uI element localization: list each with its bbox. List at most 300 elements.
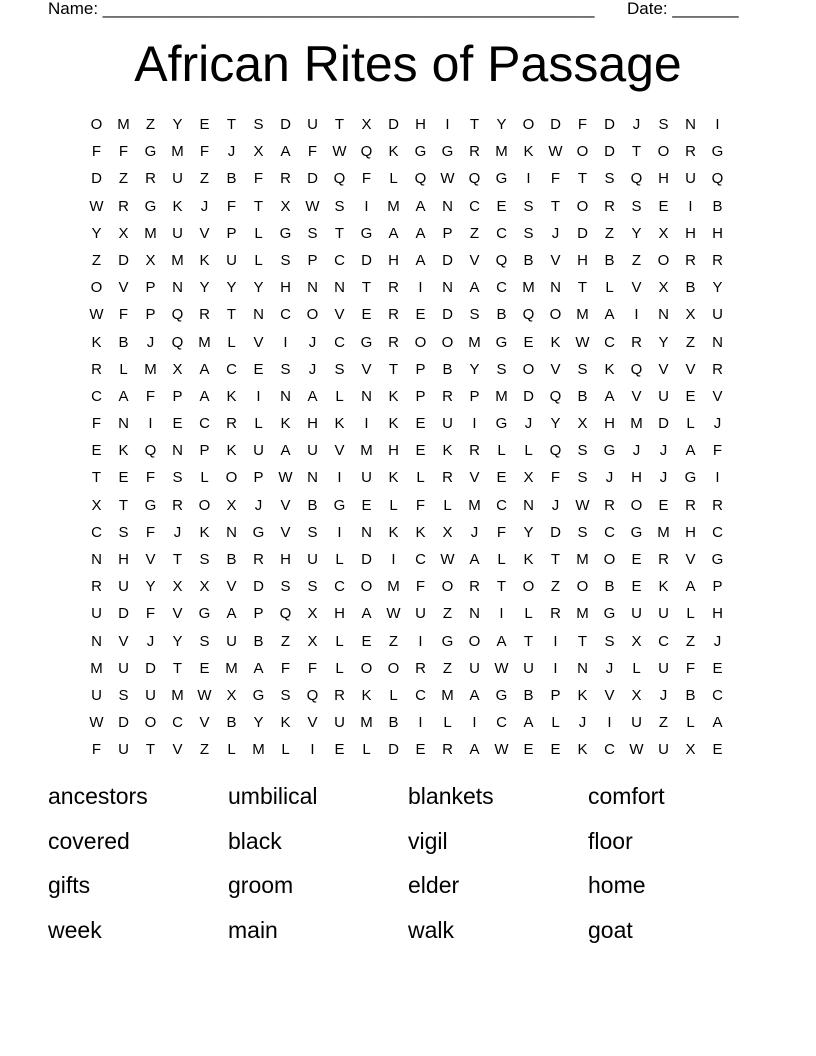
grid-letter[interactable]: E [415,741,426,759]
grid-letter[interactable]: Q [630,170,643,188]
grid-letter[interactable]: B [388,714,399,732]
grid-letter[interactable]: F [145,605,156,623]
grid-letter[interactable]: U [442,415,453,433]
grid-letter[interactable]: T [334,116,345,133]
grid-letter[interactable]: W [197,686,212,704]
grid-letter[interactable]: S [604,170,615,188]
grid-letter[interactable]: S [253,116,264,133]
grid-letter[interactable]: X [307,605,318,623]
grid-letter[interactable]: Q [711,170,724,188]
grid-letter[interactable]: Y [253,279,264,297]
grid-letter[interactable]: B [604,251,615,269]
grid-letter[interactable]: U [658,387,669,405]
grid-letter[interactable]: R [712,496,723,514]
grid-letter[interactable]: V [172,741,183,759]
grid-letter[interactable]: I [607,714,612,732]
grid-letter[interactable]: V [280,523,291,541]
grid-letter[interactable]: U [226,251,237,269]
grid-letter[interactable]: I [526,170,531,188]
grid-letter[interactable]: U [658,659,669,677]
grid-letter[interactable]: C [712,686,723,704]
grid-letter[interactable]: F [118,143,129,161]
grid-letter[interactable]: M [387,578,400,596]
grid-letter[interactable]: K [334,415,345,433]
grid-letter[interactable]: R [91,360,102,378]
grid-letter[interactable]: E [334,741,345,759]
grid-letter[interactable]: C [604,333,615,351]
grid-letter[interactable]: V [631,387,642,405]
grid-letter[interactable]: O [360,659,373,677]
grid-letter[interactable]: Y [253,714,264,732]
grid-letter[interactable]: H [334,605,345,623]
grid-letter[interactable]: M [522,279,535,297]
grid-letter[interactable]: D [280,116,291,133]
grid-letter[interactable]: D [658,415,669,433]
grid-letter[interactable]: A [604,306,615,324]
grid-letter[interactable]: B [253,632,264,650]
grid-letter[interactable]: L [227,741,236,759]
grid-letter[interactable]: F [145,387,156,405]
grid-letter[interactable]: Z [280,632,291,650]
grid-letter[interactable]: P [550,686,561,704]
grid-letter[interactable]: S [496,360,507,378]
grid-letter[interactable]: K [280,415,291,433]
grid-letter[interactable]: A [280,442,291,460]
grid-letter[interactable]: O [468,632,481,650]
grid-letter[interactable]: T [118,496,129,514]
grid-letter[interactable]: O [441,578,454,596]
grid-letter[interactable]: Z [118,170,129,188]
grid-letter[interactable]: K [523,551,534,568]
grid-letter[interactable]: S [577,469,588,487]
grid-letter[interactable]: F [361,170,372,188]
grid-letter[interactable]: U [172,224,183,242]
grid-letter[interactable]: Q [171,306,184,324]
grid-letter[interactable]: O [603,551,616,568]
grid-letter[interactable]: J [659,686,668,704]
grid-letter[interactable]: H [280,551,291,568]
grid-letter[interactable]: S [172,469,183,487]
grid-letter[interactable]: F [280,659,291,677]
grid-letter[interactable]: E [658,496,669,514]
grid-letter[interactable]: Y [631,224,642,242]
grid-letter[interactable]: H [712,224,723,242]
grid-letter[interactable]: W [305,197,320,215]
grid-letter[interactable]: A [496,632,507,650]
grid-letter[interactable]: R [199,306,210,324]
grid-letter[interactable]: X [172,360,183,378]
grid-letter[interactable]: P [415,387,426,405]
grid-letter[interactable]: E [199,659,210,677]
grid-letter[interactable]: W [89,306,104,324]
grid-letter[interactable]: G [495,686,508,704]
grid-letter[interactable]: I [634,306,639,324]
grid-letter[interactable]: M [360,442,373,460]
grid-letter[interactable]: D [307,170,318,188]
grid-letter[interactable]: D [523,387,534,405]
grid-letter[interactable]: N [253,306,264,324]
grid-letter[interactable]: A [226,605,237,623]
grid-letter[interactable]: V [145,551,156,568]
grid-letter[interactable]: Q [630,360,643,378]
grid-letter[interactable]: A [469,279,480,297]
grid-letter[interactable]: C [415,686,426,704]
grid-letter[interactable]: O [657,251,670,269]
grid-letter[interactable]: I [688,197,693,215]
grid-letter[interactable]: L [686,415,695,433]
date-field-label[interactable]: Date: _______ [627,0,739,18]
grid-letter[interactable]: U [415,605,426,623]
grid-letter[interactable]: M [171,143,184,161]
grid-letter[interactable]: V [118,279,129,297]
grid-letter[interactable]: I [715,116,720,133]
grid-letter[interactable]: C [280,306,291,324]
grid-letter[interactable]: U [91,605,102,623]
grid-letter[interactable]: S [577,360,588,378]
grid-letter[interactable]: W [494,741,509,759]
grid-letter[interactable]: K [577,741,588,759]
grid-letter[interactable]: X [226,496,237,514]
grid-letter[interactable]: N [172,442,183,460]
grid-letter[interactable]: G [360,333,373,351]
grid-letter[interactable]: J [146,632,155,650]
grid-letter[interactable]: Y [91,224,102,242]
grid-letter[interactable]: U [631,605,642,623]
grid-letter[interactable]: G [252,686,265,704]
grid-letter[interactable]: X [658,279,669,297]
grid-letter[interactable]: S [280,360,291,378]
grid-letter[interactable]: N [334,279,345,297]
grid-letter[interactable]: X [658,224,669,242]
grid-letter[interactable]: F [577,116,588,133]
grid-letter[interactable]: K [523,143,534,161]
grid-letter[interactable]: V [685,551,696,568]
grid-letter[interactable]: M [657,523,670,541]
grid-letter[interactable]: G [144,496,157,514]
grid-letter[interactable]: S [631,197,642,215]
grid-letter[interactable]: D [604,116,615,133]
grid-letter[interactable]: E [361,306,372,324]
grid-letter[interactable]: F [415,496,426,514]
grid-letter[interactable]: Y [145,578,156,596]
grid-letter[interactable]: B [523,251,534,269]
grid-letter[interactable]: G [495,415,508,433]
grid-letter[interactable]: K [199,251,210,269]
grid-letter[interactable]: U [172,170,183,188]
grid-letter[interactable]: U [658,605,669,623]
grid-letter[interactable]: Q [279,605,292,623]
grid-letter[interactable]: H [712,605,723,623]
grid-letter[interactable]: R [685,496,696,514]
grid-letter[interactable]: W [386,605,401,623]
grid-letter[interactable]: U [307,116,318,133]
grid-letter[interactable]: O [306,306,319,324]
grid-letter[interactable]: D [550,523,561,541]
grid-letter[interactable]: F [496,523,507,541]
grid-letter[interactable]: X [361,116,372,133]
grid-letter[interactable]: W [629,741,644,759]
grid-letter[interactable]: F [91,415,102,433]
grid-letter[interactable]: R [91,578,102,596]
grid-letter[interactable]: A [685,578,696,596]
grid-letter[interactable]: C [604,523,615,541]
grid-letter[interactable]: M [90,659,103,677]
grid-letter[interactable]: M [171,686,184,704]
grid-letter[interactable]: S [280,686,291,704]
grid-letter[interactable]: Z [442,659,453,677]
grid-letter[interactable]: D [118,714,129,732]
grid-letter[interactable]: N [658,306,669,324]
grid-letter[interactable]: V [280,496,291,514]
grid-letter[interactable]: A [415,224,426,242]
grid-letter[interactable]: K [172,197,183,215]
grid-letter[interactable]: M [144,360,157,378]
grid-letter[interactable]: B [118,333,129,351]
grid-letter[interactable]: A [712,714,723,732]
grid-letter[interactable]: S [307,578,318,596]
grid-letter[interactable]: R [685,251,696,269]
grid-letter[interactable]: C [496,714,507,732]
grid-letter[interactable]: E [685,387,696,405]
grid-letter[interactable]: D [361,251,372,269]
grid-letter[interactable]: F [145,469,156,487]
grid-letter[interactable]: R [280,170,291,188]
grid-letter[interactable]: A [361,605,372,623]
grid-letter[interactable]: F [307,143,318,161]
grid-letter[interactable]: T [550,551,561,568]
grid-letter[interactable]: N [712,333,723,351]
grid-letter[interactable]: I [418,279,423,297]
grid-letter[interactable]: E [658,197,669,215]
grid-letter[interactable]: K [388,415,399,433]
grid-letter[interactable]: H [577,251,588,269]
grid-letter[interactable]: J [146,333,155,351]
grid-letter[interactable]: K [361,686,372,704]
grid-letter[interactable]: L [389,496,398,514]
grid-letter[interactable]: B [712,197,723,215]
grid-letter[interactable]: L [416,469,425,487]
grid-letter[interactable]: I [148,415,153,433]
name-field-label[interactable]: Name: ____________________________________________________ [48,0,595,18]
grid-letter[interactable]: G [711,143,724,161]
grid-letter[interactable]: S [199,632,210,650]
grid-letter[interactable]: M [360,714,373,732]
grid-letter[interactable]: Z [550,578,561,596]
grid-letter[interactable]: D [253,578,264,596]
grid-letter[interactable]: M [468,496,481,514]
grid-letter[interactable]: S [577,523,588,541]
grid-letter[interactable]: V [631,279,642,297]
grid-letter[interactable]: N [523,496,534,514]
grid-letter[interactable]: Y [172,116,183,133]
grid-letter[interactable]: M [198,333,211,351]
grid-letter[interactable]: W [89,197,104,215]
grid-letter[interactable]: L [605,279,614,297]
grid-letter[interactable]: P [307,251,318,269]
grid-letter[interactable]: Z [631,251,642,269]
grid-letter[interactable]: B [442,360,453,378]
grid-letter[interactable]: R [145,170,156,188]
grid-letter[interactable]: B [496,306,507,324]
grid-letter[interactable]: O [198,496,211,514]
grid-letter[interactable]: T [172,551,183,568]
grid-letter[interactable]: P [199,442,210,460]
grid-letter[interactable]: F [415,578,426,596]
grid-letter[interactable]: A [685,442,696,460]
grid-letter[interactable]: Z [388,632,399,650]
grid-letter[interactable]: J [659,442,668,460]
grid-letter[interactable]: K [388,387,399,405]
grid-letter[interactable]: J [551,496,560,514]
grid-letter[interactable]: C [334,578,345,596]
grid-letter[interactable]: W [278,469,293,487]
grid-letter[interactable]: E [91,442,102,460]
grid-letter[interactable]: A [469,551,480,568]
grid-letter[interactable]: B [685,279,696,297]
grid-letter[interactable]: N [307,279,318,297]
grid-letter[interactable]: D [118,251,129,269]
grid-letter[interactable]: I [364,415,369,433]
grid-letter[interactable]: H [280,279,291,297]
grid-letter[interactable]: L [524,442,533,460]
grid-letter[interactable]: C [496,279,507,297]
grid-letter[interactable]: Y [226,279,237,297]
grid-letter[interactable]: T [145,741,156,759]
grid-letter[interactable]: E [118,469,129,487]
grid-letter[interactable]: I [310,741,315,759]
grid-letter[interactable]: R [388,306,399,324]
grid-letter[interactable]: K [226,442,237,460]
grid-letter[interactable]: S [307,523,318,541]
grid-letter[interactable]: V [226,578,237,596]
grid-letter[interactable]: C [469,197,480,215]
grid-letter[interactable]: S [469,306,480,324]
grid-letter[interactable]: Q [306,686,319,704]
grid-letter[interactable]: S [118,686,129,704]
grid-letter[interactable]: N [172,279,183,297]
grid-letter[interactable]: U [631,714,642,732]
grid-letter[interactable]: Q [171,333,184,351]
grid-letter[interactable]: E [361,632,372,650]
grid-letter[interactable]: F [685,659,696,677]
grid-letter[interactable]: T [550,197,561,215]
grid-letter[interactable]: Y [712,279,723,297]
grid-letter[interactable]: V [361,360,372,378]
grid-letter[interactable]: C [658,632,669,650]
grid-letter[interactable]: Q [333,170,346,188]
grid-letter[interactable]: S [523,224,534,242]
grid-letter[interactable]: O [576,143,589,161]
grid-letter[interactable]: P [145,306,156,324]
grid-letter[interactable]: Y [550,415,561,433]
grid-letter[interactable]: J [659,469,668,487]
grid-letter[interactable]: P [415,360,426,378]
grid-letter[interactable]: R [415,659,426,677]
grid-letter[interactable]: D [118,605,129,623]
grid-letter[interactable]: R [712,251,723,269]
grid-letter[interactable]: T [577,632,588,650]
grid-letter[interactable]: T [253,197,264,215]
grid-letter[interactable]: L [551,714,560,732]
grid-letter[interactable]: X [577,415,588,433]
grid-letter[interactable]: K [658,578,669,596]
grid-letter[interactable]: V [712,387,723,405]
grid-letter[interactable]: B [685,686,696,704]
grid-letter[interactable]: P [253,605,264,623]
grid-letter[interactable]: H [118,551,129,568]
grid-letter[interactable]: O [522,116,535,133]
grid-letter[interactable]: C [334,333,345,351]
grid-letter[interactable]: I [472,714,477,732]
grid-letter[interactable]: J [200,197,209,215]
grid-letter[interactable]: E [253,360,264,378]
grid-letter[interactable]: C [91,387,102,405]
grid-letter[interactable]: F [253,170,264,188]
grid-letter[interactable]: L [632,659,641,677]
grid-letter[interactable]: R [685,143,696,161]
grid-letter[interactable]: Y [496,116,507,133]
grid-letter[interactable]: V [469,469,480,487]
grid-letter[interactable]: V [604,686,615,704]
grid-letter[interactable]: T [496,578,507,596]
grid-letter[interactable]: S [604,632,615,650]
grid-letter[interactable]: O [549,306,562,324]
grid-letter[interactable]: S [307,224,318,242]
grid-letter[interactable]: G [495,170,508,188]
grid-letter[interactable]: V [658,360,669,378]
grid-letter[interactable]: K [577,686,588,704]
grid-letter[interactable]: A [280,143,291,161]
grid-letter[interactable]: G [711,551,724,568]
grid-letter[interactable]: W [440,551,455,568]
grid-letter[interactable]: J [308,360,317,378]
grid-letter[interactable]: E [523,333,534,351]
grid-letter[interactable]: E [415,442,426,460]
grid-letter[interactable]: L [254,251,263,269]
grid-letter[interactable]: P [172,387,183,405]
grid-letter[interactable]: C [199,415,210,433]
grid-letter[interactable]: M [630,415,643,433]
grid-letter[interactable]: W [332,143,347,161]
grid-letter[interactable]: O [360,578,373,596]
grid-letter[interactable]: F [550,170,561,188]
grid-letter[interactable]: H [685,224,696,242]
grid-letter[interactable]: K [388,469,399,487]
grid-letter[interactable]: I [391,551,396,568]
grid-letter[interactable]: D [442,251,453,269]
grid-letter[interactable]: G [603,605,616,623]
grid-letter[interactable]: E [415,415,426,433]
grid-letter[interactable]: V [199,714,210,732]
grid-letter[interactable]: U [334,714,345,732]
grid-letter[interactable]: R [631,333,642,351]
grid-letter[interactable]: E [361,496,372,514]
grid-letter[interactable]: E [496,469,507,487]
grid-letter[interactable]: K [415,523,426,541]
grid-letter[interactable]: X [442,523,453,541]
grid-letter[interactable]: V [334,442,345,460]
grid-letter[interactable]: L [254,224,263,242]
grid-letter[interactable]: O [630,496,643,514]
grid-letter[interactable]: M [576,551,589,568]
grid-letter[interactable]: N [91,632,102,650]
grid-letter[interactable]: K [550,333,561,351]
grid-letter[interactable]: I [472,415,477,433]
grid-letter[interactable]: P [469,387,480,405]
grid-letter[interactable]: C [172,714,183,732]
grid-letter[interactable]: N [361,523,372,541]
grid-letter[interactable]: U [253,442,264,460]
